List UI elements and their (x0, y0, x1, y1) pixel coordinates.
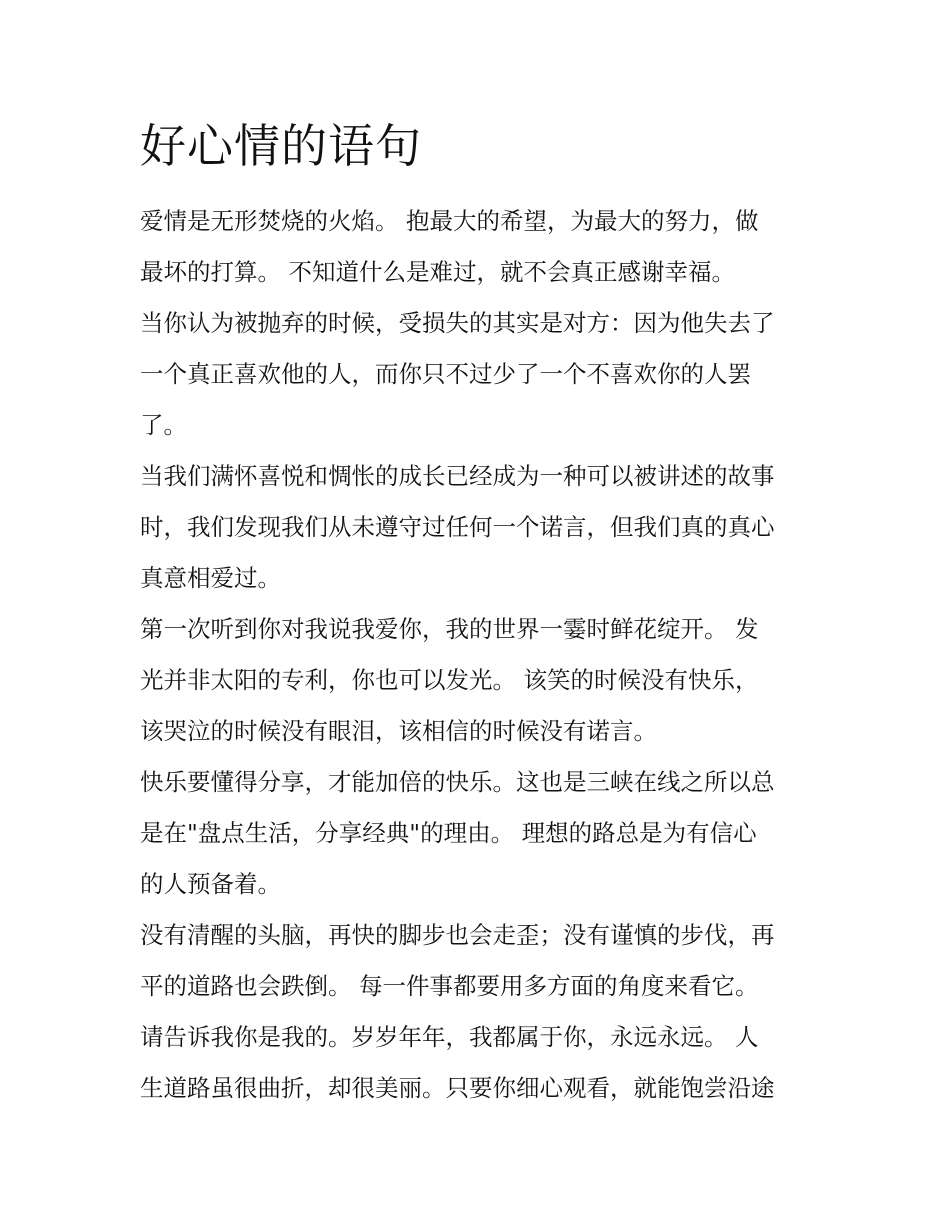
text-line: 时，我们发现我们从未遵守过任何一个诺言，但我们真的真心 (140, 513, 775, 541)
text-line: 了。 (140, 411, 187, 439)
text-line: 真意相爱过。 (140, 564, 281, 592)
text-line: 第一次听到你对我说我爱你，我的世界一霎时鲜花绽开。 发 (140, 615, 759, 643)
text-line: 快乐要懂得分享，才能加倍的快乐。这也是三峡在线之所以总 (140, 768, 775, 796)
document-body (140, 196, 830, 1114)
text-line: 请告诉我你是我的。岁岁年年，我都属于你，永远永远。 人 (140, 1023, 759, 1051)
text-line: 最坏的打算。 不知道什么是难过，就不会真正感谢幸福。 (140, 258, 735, 286)
text-line: 平的道路也会跌倒。 每一件事都要用多方面的角度来看它。 (140, 972, 759, 1000)
text-line: 的人预备着。 (140, 870, 281, 898)
text-line: 该哭泣的时候没有眼泪，该相信的时候没有诺言。 (140, 717, 657, 745)
document-title: 好心情的语句 (140, 119, 422, 173)
text-line: 当我们满怀喜悦和惆怅的成长已经成为一种可以被讲述的故事 (140, 462, 775, 490)
text-line: 是在"盘点生活，分享经典"的理由。 理想的路总是为有信心 (140, 819, 757, 847)
text-line: 生道路虽很曲折，却很美丽。只要你细心观看，就能饱尝沿途 (140, 1074, 775, 1102)
text-line: 光并非太阳的专利，你也可以发光。 该笑的时候没有快乐， (140, 666, 759, 694)
text-line: 当你认为被抛弃的时候，受损失的其实是对方：因为他失去了 (140, 309, 775, 337)
text-line: 一个真正喜欢他的人，而你只不过少了一个不喜欢你的人罢 (140, 360, 751, 388)
text-line: 爱情是无形焚烧的火焰。 抱最大的希望，为最大的努力，做 (140, 207, 759, 235)
text-line: 没有清醒的头脑，再快的脚步也会走歪；没有谨慎的步伐，再 (140, 921, 775, 949)
